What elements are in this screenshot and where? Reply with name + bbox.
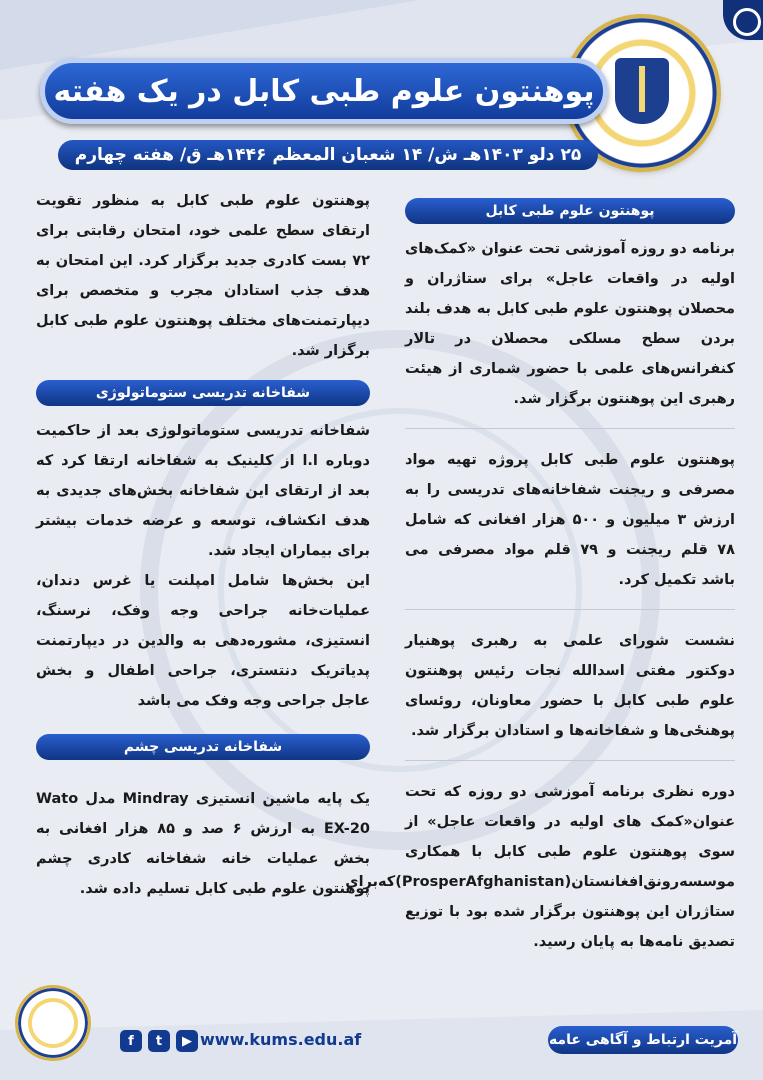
divider: [405, 760, 735, 761]
social-links: [120, 1030, 198, 1050]
news-paragraph: دوره نظری برنامه آموزشی دو روزه که تحت عنوان«کمک های اولیه در واقعات عاجل» از سوی پوهنتون علوم طبی کابل با همکاری موسسه‌رونق‌افغانستان(ProsperAfghanistan)که‌برای ستاژران این پوهنتون برگزار شده بود با توزیع تصدیق نامه‌ها به پایان رسید.: [345, 784, 735, 950]
divider: [405, 609, 735, 610]
youtube-icon[interactable]: ▶: [176, 1030, 198, 1052]
news-paragraph: یک پایه ماشین انستیزی Mindray مدل Wato EX-20 به ارزش ۶ صد و ۸۵ هزار افغانی به بخش عملیات خانه شفاخانه کادری چشم پوهنتون علوم طبی کابل تسلیم داده شد.: [36, 791, 371, 897]
website-link[interactable]: www.kums.edu.af: [200, 1030, 362, 1049]
right-column: [345, 198, 735, 957]
department-label: آمریت ارتباط و آگاهی عامه: [548, 1026, 738, 1054]
section-title-kums: پوهنتون علوم طبی کابل: [405, 198, 735, 224]
date-bar: [58, 140, 598, 170]
news-paragraph: این بخش‌ها شامل امپلنت یا غرس دندان، عملیات‌خانه جراحی وجه وفک، نرسنگ، انستیزی، مشوره‌دهی به والدین در دیپارتمنت پدیاتریک دنتستری، جراحی اطفال و بخش عاجل جراحی وجه وفک می باشد: [36, 573, 370, 709]
news-paragraph: نشست شورای علمی به رهبری پوهنیار دوکتور مفتی اسدالله نجات رئیس پوهنتون علوم طبی کابل با حضور معاونان، روئسای پوهنځی‌ها و شفاخانه‌ها و استادان برگزار شد.: [405, 633, 735, 739]
news-paragraph: پوهنتون علوم طبی کابل پروژه تهیه مواد مصرفی و ریجنت شفاخانه‌های تدریسی را به ارزش ۳ میلیون و ۵۰۰ هزار افغانی که شامل ۷۸ قلم ریجنت و ۷۹ قلم مواد مصرفی می باشد تکمیل کرد.: [405, 452, 735, 588]
title-banner: [40, 58, 608, 124]
page-title: پوهنتون علوم طبی کابل در یک هفته: [53, 73, 595, 109]
date-text: ۲۵ دلو ۱۴۰۳هـ ش/ ۱۴ شعبان المعظم ۱۴۴۶هـ ق/ هفته چهارم: [74, 145, 582, 165]
section-title-stomatology: شفاخانه تدریسی ستوماتولوژی: [36, 380, 370, 406]
footer-logo: [18, 988, 88, 1058]
section-title-eye-hospital: شفاخانه تدریسی چشم: [36, 734, 370, 760]
left-column: [36, 186, 370, 904]
news-paragraph: پوهنتون علوم طبی کابل به منظور تقویت ارتقای سطح علمی خود، امتحان رقابتی برای ۷۲ بست کادری جدید برگزار کرد. این امتحان به هدف جذب استادان مجرب و متخصص برای دیپارتمنت‌های مختلف پوهنتون علوم طبی کابل برگزار شد.: [36, 193, 370, 359]
twitter-icon[interactable]: t: [148, 1030, 170, 1052]
news-paragraph: برنامه دو روزه آموزشی تحت عنوان «کمک‌های اولیه در واقعات عاجل» برای ستاژران و محصلان پوهنتون علوم طبی کابل به هدف بلند بردن سطح مسلکی محصلان در تالار کنفرانس‌های علمی با حضور شماری از هیئت رهبری این پوهنتون برگزار شد.: [405, 241, 735, 407]
news-paragraph: شفاخانه تدریسی ستوماتولوژی بعد از حاکمیت دوباره ا.ا از کلینیک به شفاخانه ارتقا کرد که بعد از ارتقای این شفاخانه بخش‌های جدیدی به هدف انکشاف، توسعه و عرضه خدمات بیشتر برای بیماران ایجاد شد.: [36, 423, 370, 559]
divider: [405, 428, 735, 429]
facebook-icon[interactable]: f: [120, 1030, 142, 1052]
